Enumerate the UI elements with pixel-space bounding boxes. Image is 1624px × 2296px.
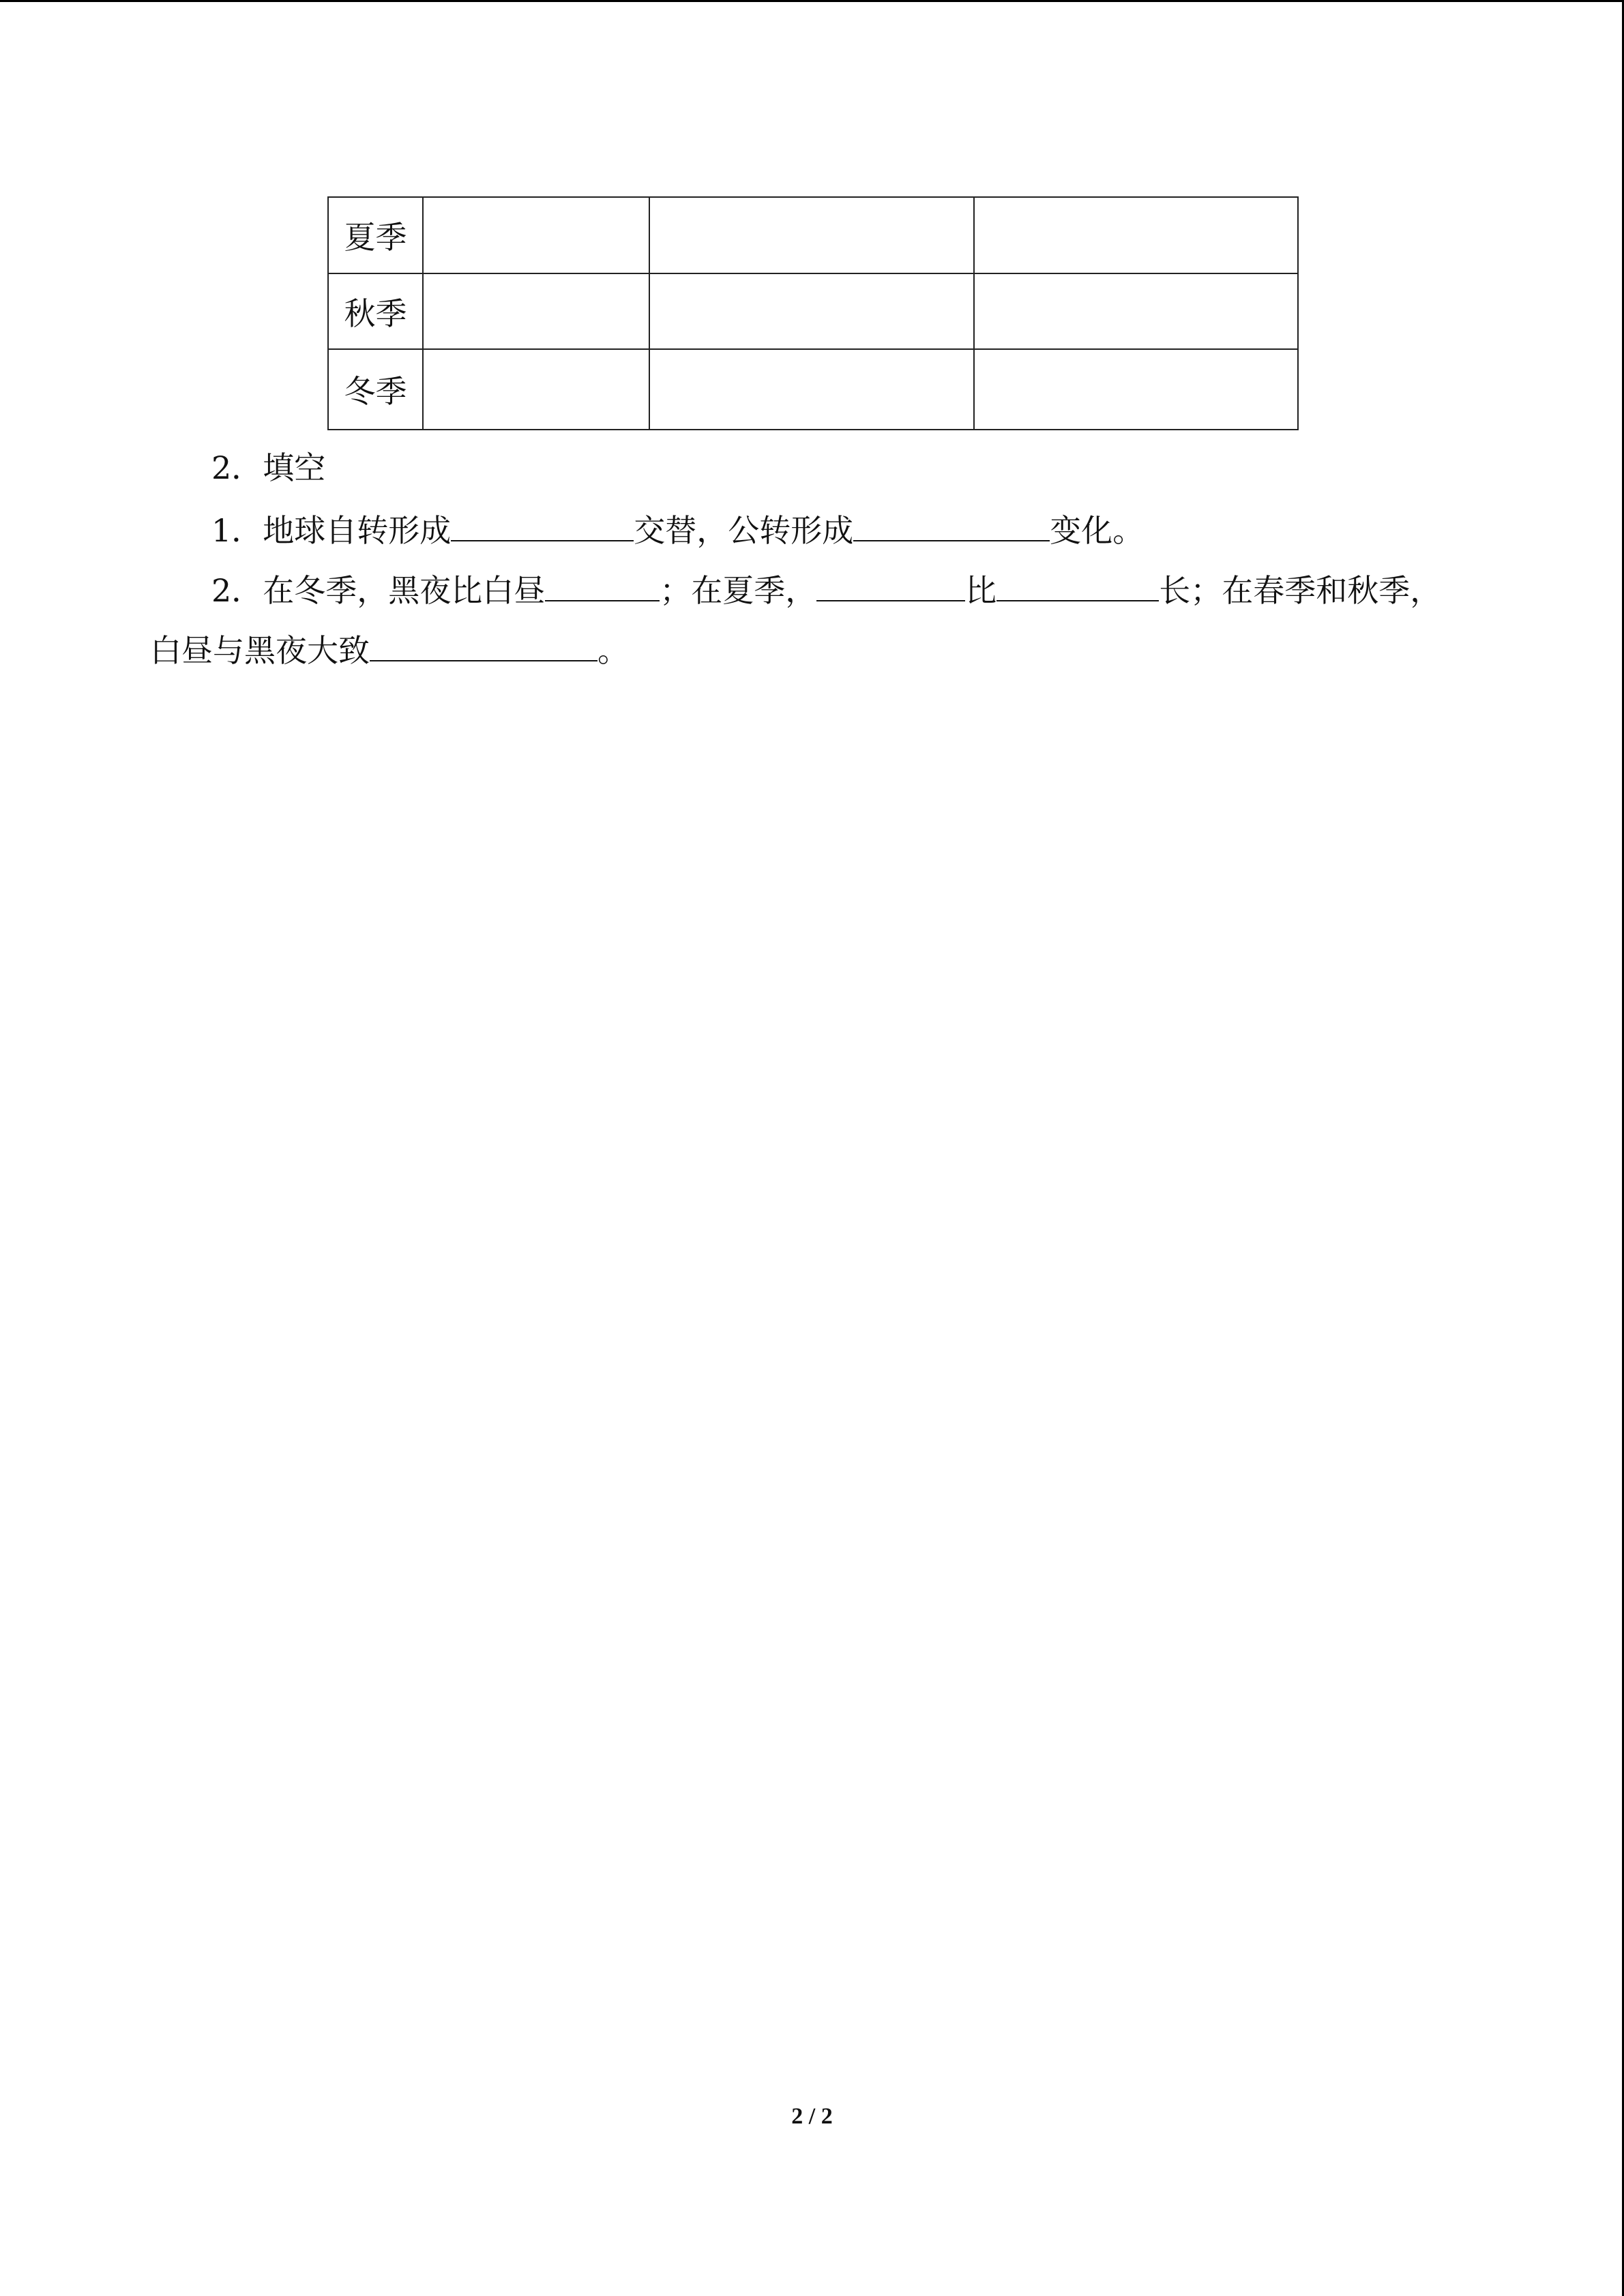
question-2-line-2-prefix: 白昼与黑夜大致	[150, 632, 370, 669]
table-cell	[649, 349, 974, 430]
answer-blank-1[interactable]	[451, 507, 634, 541]
season-label-autumn: 秋季	[328, 273, 423, 349]
answer-blank-5[interactable]	[996, 567, 1159, 601]
table-cell	[649, 273, 974, 349]
question-2-part-4: 长；在春季和秋季，	[1159, 572, 1442, 609]
table-cell	[423, 273, 649, 349]
table-cell	[974, 273, 1298, 349]
question-1	[211, 507, 1144, 551]
section-heading-fill-blank: 2．填空	[211, 449, 326, 486]
season-table	[327, 196, 1299, 430]
table-row	[328, 197, 1298, 273]
answer-blank-3[interactable]	[545, 567, 660, 601]
table-cell	[649, 197, 974, 273]
question-2-line-2	[150, 627, 629, 671]
question-1-suffix: 变化。	[1050, 512, 1145, 549]
question-2-prefix: 2．在冬季，黑夜比白昼	[211, 572, 546, 609]
table-cell	[423, 349, 649, 430]
question-2-part-2: ；在夏季，	[660, 572, 817, 609]
page-top-border	[0, 0, 1624, 2]
question-2-line-1	[211, 567, 1441, 611]
table-row	[328, 349, 1298, 430]
season-label-winter: 冬季	[328, 349, 423, 430]
table-cell	[974, 349, 1298, 430]
page-number: 2 / 2	[791, 2104, 833, 2129]
table-cell	[423, 197, 649, 273]
question-2-line-2-suffix: 。	[597, 632, 629, 669]
answer-blank-2[interactable]	[853, 507, 1050, 541]
question-1-mid: 交替，公转形成	[634, 512, 854, 549]
answer-blank-4[interactable]	[816, 567, 965, 601]
answer-blank-6[interactable]	[370, 627, 597, 661]
question-2-part-3: 比	[965, 572, 997, 609]
table-cell	[974, 197, 1298, 273]
season-label-summer: 夏季	[328, 197, 423, 273]
table-row	[328, 273, 1298, 349]
question-1-prefix: 1．地球自转形成	[211, 512, 452, 549]
